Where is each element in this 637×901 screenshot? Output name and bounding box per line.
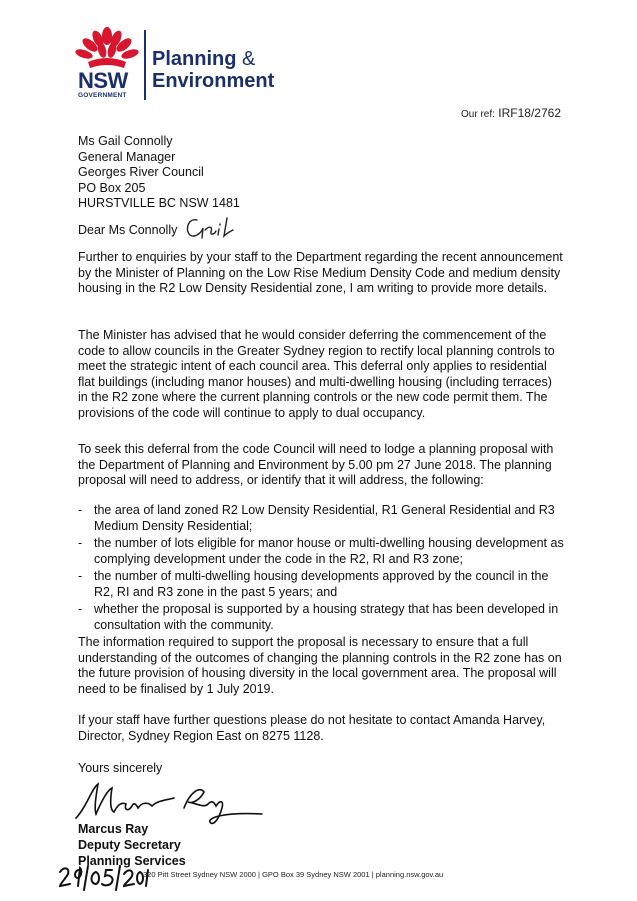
- list-item: - the number of multi-dwelling housing developments approved by the council in the R2, RI and R3 zone in the past 5 years; and: [78, 569, 564, 600]
- footer-address: 320 Pitt Street Sydney NSW 2000 | GPO Box 39 Sydney NSW 2001 | planning.nsw.gov.au: [143, 870, 444, 879]
- reference-label: Our ref:: [461, 109, 495, 120]
- department-name-line1: Planning &: [152, 48, 256, 70]
- nsw-wordmark: NSW: [78, 68, 128, 93]
- body-paragraph: The Minister has advised that he would consider deferring the commencement of the code to allow councils in the Greater Sydney region to rectify local planning controls to meet the strategic intent of each council area. This deferral only applies to residential flat buildings (including manor houses) and multi-dwelling housing (including terraces) in the R2 zone where the current planning controls or the new code permit them. The provisions of the code will continue to apply to dual occupancy.: [78, 328, 555, 420]
- signatory-name: Marcus Ray: [78, 822, 149, 836]
- list-item: - the number of lots eligible for manor house or multi-dwelling housing development as complying development under the code in the R2, RI and R3 zone;: [78, 536, 564, 567]
- body-paragraph: If your staff have further questions please do not hesitate to contact Amanda Harvey, Director, Sydney Region East on 8275 1128.: [78, 713, 546, 743]
- salutation: Dear Ms Connolly: [78, 223, 178, 237]
- logo-divider: [144, 30, 146, 100]
- address-line: Georges River Council: [78, 165, 204, 179]
- government-wordmark: GOVERNMENT: [78, 92, 127, 99]
- address-line: Ms Gail Connolly: [78, 134, 173, 148]
- nsw-planning-logo: [74, 26, 284, 106]
- waratah-icon: [74, 26, 140, 70]
- closing: Yours sincerely: [78, 761, 163, 775]
- list-item: - whether the proposal is supported by a housing strategy that has been developed in consultation with the community.: [78, 602, 564, 633]
- list-item: - the area of land zoned R2 Low Density Residential, R1 General Residential and R3 Medium Density Residential;: [78, 503, 564, 534]
- department-name-line2: Environment: [152, 70, 275, 92]
- body-paragraph: To seek this deferral from the code Council will need to lodge a planning proposal with the Department of Planning and Environment by 5.00 pm 27 June 2018. The planning proposal will need to address, or identify that it will address, the following:: [78, 442, 554, 487]
- signatory-title: Deputy Secretary: [78, 838, 181, 852]
- requirements-list: [78, 503, 564, 635]
- recipient-address: [78, 134, 240, 212]
- our-reference: [461, 106, 561, 120]
- body-paragraph: The information required to support the proposal is necessary to ensure that a full understanding of the outcomes of changing the planning controls in the R2 zone has on the future provision of housing diversity in the local government area. The proposal will need to be finalised by 1 July 2019.: [78, 635, 562, 696]
- signatory-title: Planning Services: [78, 854, 186, 868]
- body-paragraph: Further to enquiries by your staff to the Department regarding the recent announcement by the Minister of Planning on the Low Rise Medium Density Code and medium density housing in the R2 Low Density Residential zone, I am writing to provide more details.: [78, 250, 563, 295]
- handwritten-name-gail: [183, 212, 243, 242]
- reference-value: IRF18/2762: [498, 106, 561, 120]
- address-line: General Manager: [78, 149, 176, 164]
- handwritten-date: [56, 862, 152, 892]
- address-line: PO Box 205: [78, 180, 146, 195]
- address-line: HURSTVILLE BC NSW 1481: [78, 196, 240, 210]
